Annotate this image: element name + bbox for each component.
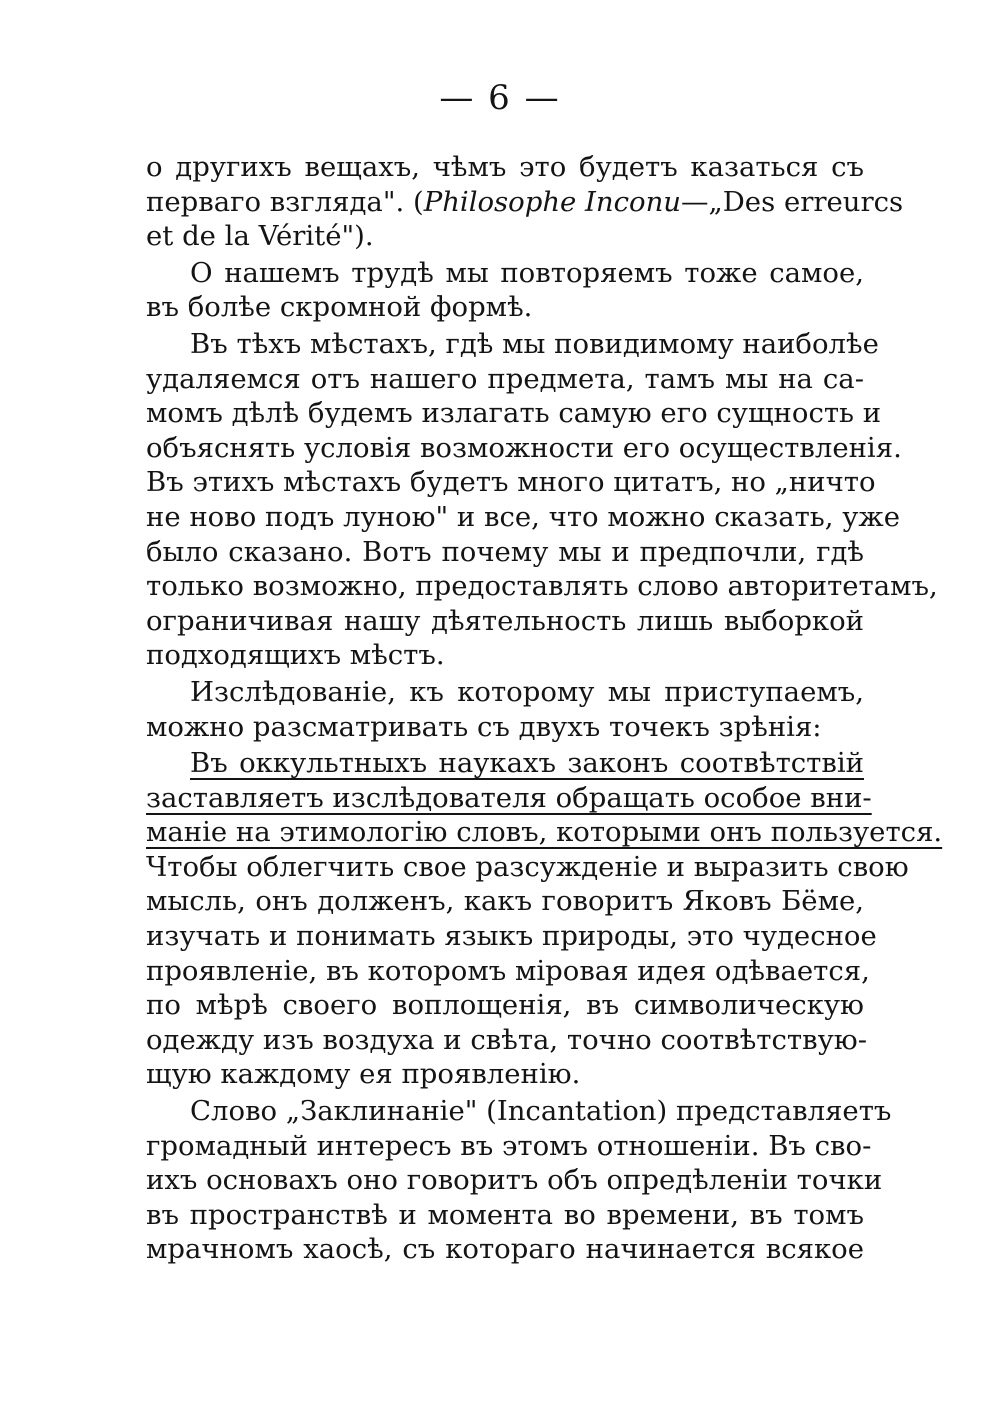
text-line <box>146 1232 864 1267</box>
text-line <box>146 675 864 710</box>
text-segment: ограничивая нашу дѣятельность лишь выборкой <box>146 604 864 637</box>
text-line <box>146 781 872 816</box>
text-line <box>146 1163 883 1198</box>
text-line <box>146 919 877 954</box>
text-segment: мрачномъ хаосѣ, съ котораго начинается всякое <box>146 1233 864 1266</box>
text-segment: О нашемъ трудѣ мы повторяемъ тоже самое, <box>190 256 864 289</box>
text-segment: Изслѣдованіе, къ которому мы приступаемъ, <box>190 675 864 708</box>
underlined-text: маніе на этимологію словъ, которыми онъ пользуется. <box>146 816 943 849</box>
text-line <box>146 850 909 885</box>
text-line <box>146 815 943 850</box>
text-line <box>146 500 901 535</box>
text-segment: изучать и понимать языкъ природы, это чудесное <box>146 920 877 953</box>
text-segment: проявленіе, въ которомъ міровая идея одѣвается, <box>146 954 870 987</box>
text-segment: было сказано. Вотъ почему мы и предпочли, гдѣ <box>146 535 864 568</box>
text-segment: момъ дѣлѣ будемъ излагать самую его сущность и <box>146 397 882 430</box>
text-line <box>146 256 864 291</box>
text-segment: перваго взгляда". ( <box>146 185 424 218</box>
text-line <box>146 465 876 500</box>
text-segment: только возможно, предоставлять слово авторитетамъ, <box>146 570 938 603</box>
text-segment: Чтобы облегчить свое разсужденіе и выразить свою <box>146 850 909 883</box>
text-segment: по мѣрѣ своего воплощенія, въ символическую <box>146 989 864 1022</box>
text-segment: —„Des erreurcs <box>681 185 904 218</box>
text-line <box>146 362 864 397</box>
text-line <box>146 150 864 185</box>
text-line <box>146 988 864 1023</box>
text-segment: Въ тѣхъ мѣстахъ, гдѣ мы повидимому наиболѣе <box>190 327 879 360</box>
text-line <box>146 290 864 325</box>
text-line <box>146 1198 864 1233</box>
page-number: — 6 — <box>439 78 561 118</box>
text-line <box>146 431 902 466</box>
text-line <box>146 569 938 604</box>
text-line <box>146 1023 868 1058</box>
text-line <box>146 954 870 989</box>
text-segment: Въ этихъ мѣстахъ будетъ много цитатъ, но „ничто <box>146 466 876 499</box>
italic-citation: Philosophe Inconu <box>423 185 682 218</box>
text-line <box>146 327 879 362</box>
text-segment: о другихъ вещахъ, чѣмъ это будетъ казаться съ <box>146 151 864 183</box>
text-segment: одежду изъ воздуха и свѣта, точно соотвѣтствую- <box>146 1023 868 1056</box>
text-line <box>146 746 864 781</box>
text-segment: Слово „Заклинаніе" (Incantation) представляетъ <box>190 1095 892 1128</box>
text-line <box>146 396 882 431</box>
text-line <box>146 185 904 220</box>
text-line <box>146 535 864 570</box>
text-segment: ихъ основахъ оно говоритъ объ опредѣленіи точки <box>146 1164 883 1197</box>
text-line <box>146 884 864 919</box>
text-segment: мысль, онъ долженъ, какъ говоритъ Яковъ Бёме, <box>146 885 864 918</box>
body-text <box>146 150 943 1267</box>
underlined-text: заставляетъ изслѣдователя обращать особое вни- <box>146 781 872 814</box>
text-segment: объяснять условія возможности его осуществленія. <box>146 431 902 464</box>
text-segment: не ново подъ луною" и все, что можно сказать, уже <box>146 500 901 533</box>
text-line <box>146 710 864 745</box>
text-line <box>146 1094 892 1129</box>
text-segment: щую каждому ея проявленію. <box>146 1058 581 1091</box>
text-segment: въ болѣе скромной формѣ. <box>146 291 533 324</box>
text-line <box>146 219 864 254</box>
text-segment: et de la Vérité"). <box>146 220 374 253</box>
text-line <box>146 1057 864 1092</box>
underlined-text: Въ оккультныхъ наукахъ законъ соотвѣтствій <box>190 747 864 780</box>
text-line <box>146 604 864 639</box>
text-segment: подходящихъ мѣстъ. <box>146 639 445 672</box>
text-segment: громадный интересъ въ этомъ отношеніи. Въ сво- <box>146 1129 872 1162</box>
text-segment: въ пространствѣ и момента во времени, въ томъ <box>146 1198 864 1231</box>
text-line <box>146 638 864 673</box>
text-segment: можно разсматривать съ двухъ точекъ зрѣнія: <box>146 710 822 743</box>
text-line <box>146 1129 872 1164</box>
text-segment: удаляемся отъ нашего предмета, тамъ мы на са- <box>146 362 864 395</box>
